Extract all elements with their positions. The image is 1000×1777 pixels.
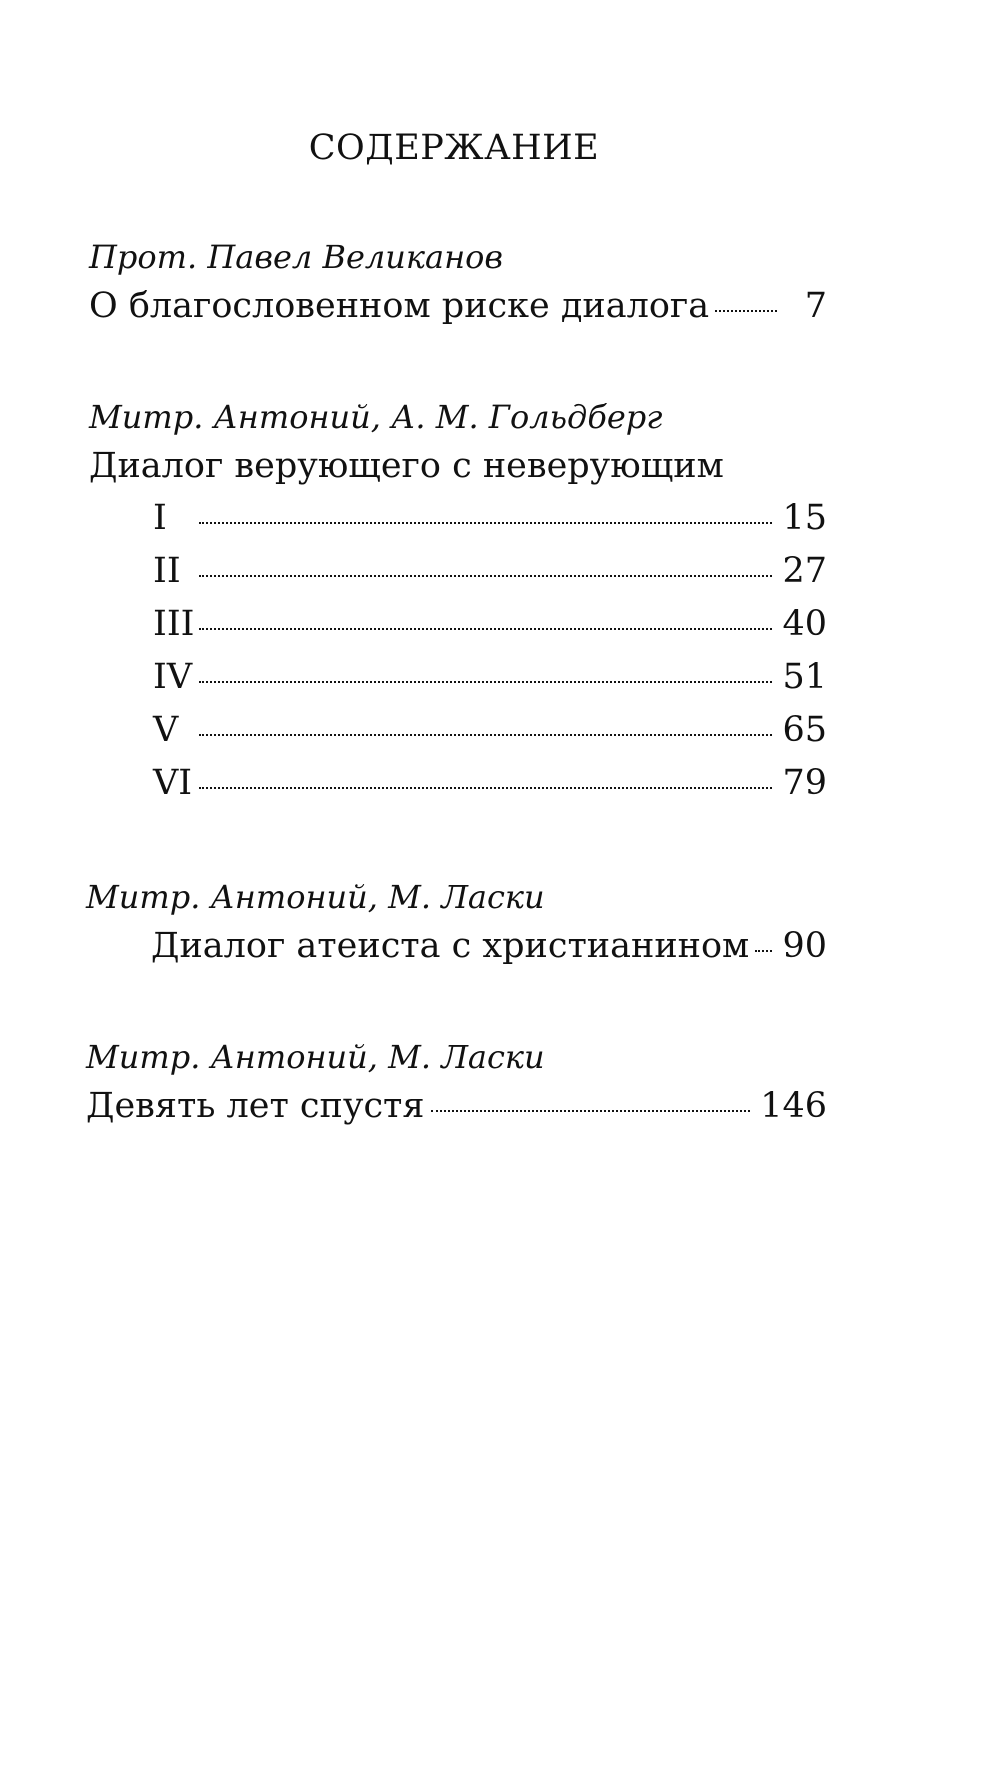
dot-leader xyxy=(199,628,772,630)
toc-entry[interactable] xyxy=(153,498,827,538)
page-number: 79 xyxy=(782,763,827,803)
page-number: 27 xyxy=(782,551,827,591)
dot-leader xyxy=(431,1110,751,1112)
dot-leader xyxy=(199,681,772,683)
part-label: IV xyxy=(153,657,193,697)
part-label: V xyxy=(153,710,179,750)
section-heading: Диалог верующего с неверующим xyxy=(89,446,724,486)
section-author: Митр. Антоний, М. Ласки xyxy=(86,878,545,916)
dot-leader xyxy=(199,734,772,736)
part-label: I xyxy=(153,498,167,538)
part-label: II xyxy=(153,551,181,591)
dot-leader xyxy=(715,310,777,312)
entry-title: Диалог атеиста с христианином xyxy=(151,926,750,966)
toc-entry[interactable] xyxy=(89,286,827,326)
toc-entry[interactable] xyxy=(86,1086,827,1126)
dot-leader xyxy=(199,522,772,524)
toc-entry[interactable] xyxy=(153,551,827,591)
page-number: 90 xyxy=(782,926,827,966)
part-label: III xyxy=(153,604,195,644)
toc-entry[interactable] xyxy=(153,710,827,750)
dot-leader xyxy=(199,787,772,789)
section-author: Митр. Антоний, А. М. Гольдберг xyxy=(89,398,663,436)
toc-entry[interactable] xyxy=(151,926,827,966)
dot-leader xyxy=(755,950,772,952)
entry-title: О благословенном риске диалога xyxy=(89,286,710,326)
page-number: 7 xyxy=(804,286,827,326)
dot-leader xyxy=(199,575,772,577)
section-author: Прот. Павел Великанов xyxy=(89,238,504,276)
part-label: VI xyxy=(153,763,193,803)
toc-entry[interactable] xyxy=(153,763,827,803)
section-author: Митр. Антоний, М. Ласки xyxy=(86,1038,545,1076)
toc-entry[interactable] xyxy=(153,604,827,644)
page-number: 146 xyxy=(760,1086,827,1126)
page-number: 51 xyxy=(782,657,827,697)
page-number: 65 xyxy=(782,710,827,750)
toc-entry[interactable] xyxy=(153,657,827,697)
page-title: СОДЕРЖАНИЕ xyxy=(308,128,600,168)
page-number: 15 xyxy=(782,498,827,538)
entry-title: Девять лет спустя xyxy=(86,1086,425,1126)
page-number: 40 xyxy=(782,604,827,644)
